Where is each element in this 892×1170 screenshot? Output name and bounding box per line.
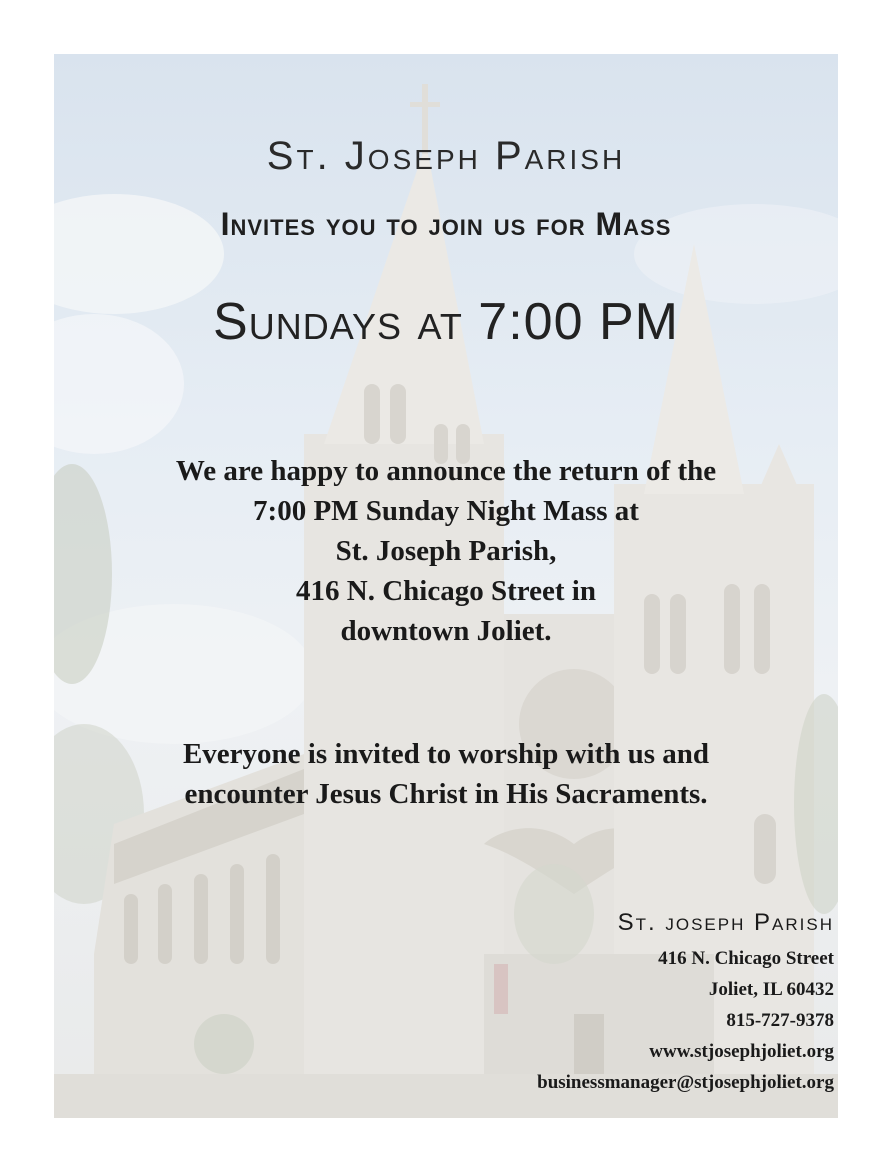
announcement-line: St. Joseph Parish, [335, 535, 557, 567]
parish-title: St. Joseph Parish [266, 134, 626, 178]
invitation-subtitle: Invites you to join us for Mass [220, 206, 672, 242]
announcement-line: downtown Joliet. [340, 615, 552, 647]
announcement-paragraph [54, 451, 838, 651]
invitation-line: encounter Jesus Christ in His Sacraments. [184, 778, 708, 810]
contact-street: 416 N. Chicago Street [658, 948, 834, 969]
announcement-line: 416 N. Chicago Street in [296, 575, 596, 607]
mass-time-heading: Sundays at 7:00 PM [213, 293, 679, 351]
flyer [54, 54, 838, 1118]
contact-website: www.stjosephjoliet.org [649, 1041, 834, 1062]
invitation-line: Everyone is invited to worship with us and [182, 738, 710, 770]
contact-block [334, 909, 834, 1098]
invitation-paragraph [54, 734, 838, 814]
contact-phone: 815-727-9378 [726, 1010, 834, 1031]
announcement-line: We are happy to announce the return of the [175, 455, 717, 487]
contact-city: Joliet, IL 60432 [708, 979, 834, 1000]
contact-parish-name: St. joseph Parish [617, 909, 834, 936]
announcement-line: 7:00 PM Sunday Night Mass at [253, 495, 639, 527]
contact-email: businessmanager@stjosephjoliet.org [537, 1072, 834, 1093]
